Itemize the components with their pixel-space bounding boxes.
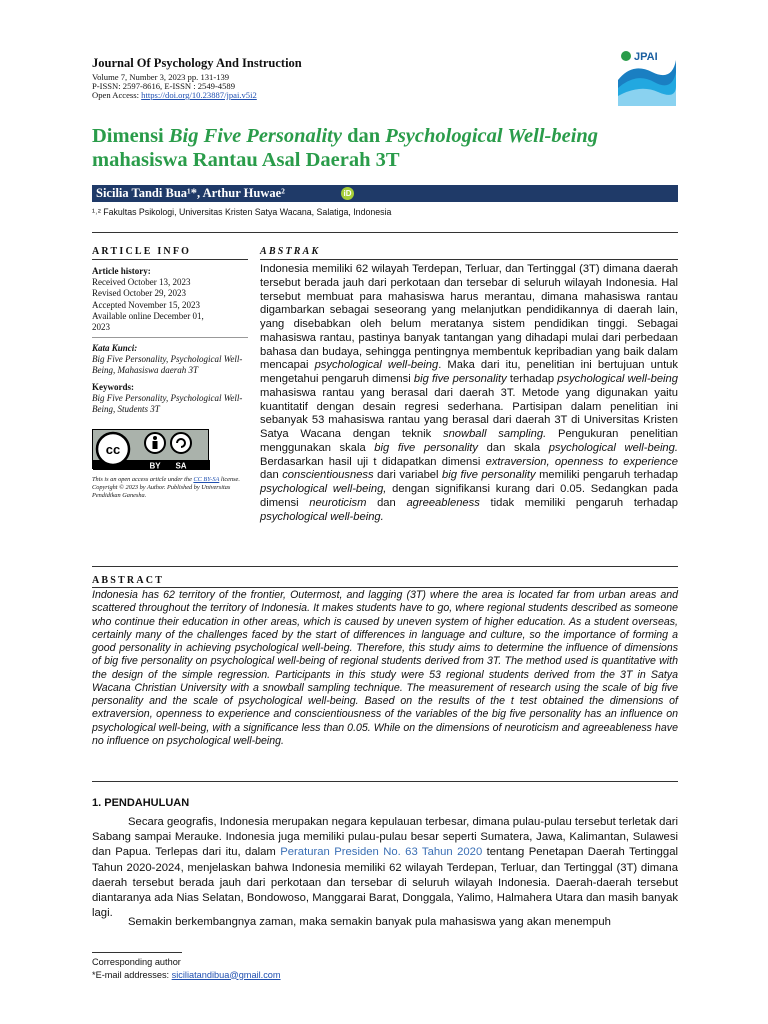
footnote-rule: [92, 952, 182, 953]
abstrak-text: dan: [260, 469, 283, 482]
title-part: dan: [341, 125, 386, 147]
history-item: Received October 13, 2023: [92, 277, 191, 288]
kata-kunci-text: Big Five Personality, Psychological Well-Being, Mahasiswa daerah 3T: [92, 354, 243, 376]
svg-text:cc: cc: [105, 442, 121, 457]
section-heading-pendahuluan: 1. PENDAHULUAN: [92, 797, 190, 809]
abstrak-italic: agreeableness: [406, 496, 480, 509]
abstrak-text: Indonesia memiliki 62 wilayah Terdepan, Terluar, dan Tertinggal (3T) dimana daerah tersebut berada jauh dari perkotaan dan tersebar di seluruh wilayah Indonesia. Hal tersebut membuat para mahasiswa harus merantau, dimana mahasiswa rantau digambarkan sebagai seseorang yang melanjutkan pendidikannya di daerah lain, yang disebabkan oleh belum meratanya sistem pendidikan tinggi. Sebagai mahasiswa rantau, pastinya banyak tantangan yang dihadapi mulai dari perbedaan bahasa dan budaya, sehingga pentingnya membentuk kepribadian yang baik dalam mencapai: [260, 263, 678, 372]
paragraph-text: tentang Penetapan Daerah Tertinggal Tahun 2020-2024, menjelaskan bahwa Indonesia memiliki 62 wilayah Terdepan, Terluar, dan Tertinggal (3T) dimana daerah tersebut berada jauh dari perkotaan dan tersebar di seluruh wilayah Indonesia. Daerah-daerah tersebut diantaranya ada Nias Selatan, Bondowoso, Manggarai Barat, Donggala, Yalimo, Halmahera Utara dan masih banyak lagi.: [92, 846, 678, 920]
info-underline: [92, 259, 248, 260]
abstract-heading: ABSTRACT: [92, 575, 165, 586]
cc-by-label: BY: [149, 461, 161, 470]
paragraph-1: [92, 815, 678, 921]
title-part: Big Five Personality: [168, 125, 342, 147]
abstrak-text: Berdasarkan hasil uji t didapatkan dimensi: [260, 455, 486, 468]
divider: [92, 781, 678, 782]
abstract-underline: [92, 587, 678, 588]
journal-title: Journal Of Psychology And Instruction: [92, 56, 302, 70]
abstrak-italic: big five personality: [442, 469, 536, 482]
kata-kunci-label: Kata Kunci:: [92, 343, 138, 353]
abstrak-text: dan skala: [478, 441, 549, 454]
journal-logo: [612, 42, 678, 108]
abstrak-underline: [260, 259, 678, 260]
open-access-label: Open Access:: [92, 90, 142, 100]
abstrak-italic: big five personality: [374, 441, 479, 454]
license-post: license.: [219, 476, 240, 483]
abstract-body: Indonesia has 62 territory of the frontier, Outermost, and lagging (3T) where the area is located far from urban areas and scattered throughout the territory of Indonesia. It makes students have to go, where regional students described as someone who continue their education in other areas, which is caused by uneven system of higher education. As a student overseas, certainly many of the challenges faced by the start of differences in language and culture, so the importance of forming a good personality in achieving psychological well-being. Therefore, this study aims to determine the influence of dimensions of big five personality on psychological well-being of regional students derived from 3T. The method used is quantitative with the design of the simple regression. Participants in this study were 53 regional students derived from the 3T in Satya Wacana Christian University with a snowball sampling technique. The measurement of research using the scale of big five personality and the scale of psychological well-being. Based on the results of the t test obtained the dimensions of extraversion, openness to experience and conscientiousness of the variables of the big five personality has an influence on psychological well-being, with a significance less than 0.05. While on the dimensions of neuroticism and agreeableness have no influence on psychological well-being.: [92, 589, 678, 747]
author-names: Sicilia Tandi Bua¹*, Arthur Huwae²: [96, 186, 285, 200]
abstrak-text: dari variabel: [373, 469, 443, 482]
abstrak-text: memiliki pengaruh terhadap: [535, 469, 678, 482]
abstrak-italic: big five personality: [413, 373, 507, 385]
info-divider: [92, 337, 248, 338]
title-part: Psychological Well-being: [385, 125, 599, 147]
abstrak-body: [260, 263, 678, 524]
cc-badge-graphic: [93, 430, 210, 470]
sa-icon: [171, 433, 191, 453]
history-item: Accepted November 15, 2023: [92, 299, 200, 310]
license-pre: This is an open access article under the: [92, 476, 194, 483]
license-link[interactable]: CC BY-SA: [193, 476, 220, 483]
email-label: *E-mail addresses:: [92, 969, 172, 980]
issn-line: P-ISSN: 2597-8616, E-ISSN : 2549-4589: [92, 81, 235, 91]
logo-text: JPAI: [634, 51, 658, 63]
abstrak-heading: ABSTRAK: [260, 246, 321, 257]
abstrak-text: dengan signifikansi kurang dari 0.05. Sedangkan pada dimensi: [260, 483, 678, 509]
abstrak-italic: psychological well-being: [314, 359, 439, 372]
title-part: Dimensi: [92, 125, 169, 147]
history-item: Available online December 01,: [92, 310, 204, 321]
orcid-icon[interactable]: iD: [341, 187, 354, 200]
history-label: Article history:: [92, 266, 151, 276]
abstrak-italic: neuroticism: [309, 496, 367, 509]
abstrak-italic: extraversion, openness to experience: [485, 455, 678, 468]
abstrak-italic: psychological well-being,: [260, 483, 387, 495]
abstrak-text: mahasiswa rantau yang berasal dari daerah 3T. Metode yang digunakan yaitu kuantitatif dengan desain regresi sederhana. Partisipan dalam penelitian ini sebanyak 53 mahasiswa rantau yang berasal dari daerah 3T di Universitas Kristen Satya Wacana dengan teknik: [260, 386, 678, 440]
keywords: [92, 382, 248, 416]
license-text: [92, 476, 242, 501]
copyright-text: Copyright © 2023 by Author. Published by Universitas Pendidikan Ganesha.: [92, 484, 231, 500]
author-email-link[interactable]: siciliatandibua@gmail.com: [171, 969, 281, 980]
paragraph-text: Secara geografis, Indonesia merupakan negara kepulauan terbesar, dimana pulau-pulau tersebut terletak dari Sabang sampai Merauke. Indonesia juga memiliki pulau-pulau besar seperti Sumatera, Jawa, Kalimantan, Sulawesi dan Papua. Terlepas dari itu, dalam: [92, 816, 678, 859]
abstrak-text: tidak memiliki pengaruh terhadap: [479, 496, 678, 509]
volume-line: Volume 7, Number 3, 2023 pp. 131-139: [92, 72, 230, 82]
article-info-heading: ARTICLE INFO: [92, 246, 192, 257]
abstrak-text: dan: [366, 496, 407, 509]
title-part: mahasiswa Rantau Asal Daerah 3T: [92, 149, 400, 171]
keywords-label: Keywords:: [92, 382, 134, 392]
abstrak-italic: psychological well-being.: [548, 441, 678, 454]
paragraph-2: Semakin berkembangnya zaman, maka semakin banyak pula mahasiswa yang akan menempuh: [128, 916, 611, 928]
article-history: [92, 266, 252, 333]
affiliation: ¹˒² Fakultas Psikologi, Universitas Kristen Satya Wacana, Salatiga, Indonesia: [92, 207, 392, 217]
abstrak-italic: snowball sampling.: [442, 428, 547, 440]
abstrak-italic: psychological well-being.: [260, 510, 384, 523]
journal-logo-graphic: [612, 42, 678, 108]
abstrak-italic: psychological well-being: [557, 373, 678, 385]
abstrak-text: Pengukuran penelitian menggunakan skala: [260, 428, 679, 454]
footnote-label: Corresponding author: [92, 957, 181, 967]
doi-link[interactable]: https://doi.org/10.23887/jpai.v5i2: [141, 90, 257, 100]
keywords-text: Big Five Personality, Psychological Well-Being, Students 3T: [92, 393, 243, 415]
cc-sa-label: SA: [175, 461, 187, 470]
abstrak-italic: conscientiousness: [282, 469, 374, 482]
open-access-line: [92, 90, 257, 100]
citation-link[interactable]: Peraturan Presiden No. 63 Tahun 2020: [280, 846, 483, 859]
cc-by-sa-badge[interactable]: [92, 429, 209, 469]
footnote: [92, 956, 281, 981]
paper-title: [92, 124, 692, 172]
abstrak-text: terhadap: [506, 373, 558, 385]
divider: [92, 232, 678, 233]
history-item: 2023: [92, 322, 110, 333]
abstrak-text: . Maka dari itu, penelitian ini bertujuan untuk mengetahui pengaruh dimensi: [260, 359, 678, 385]
history-item: Revised October 29, 2023: [92, 288, 186, 299]
divider: [92, 566, 678, 567]
kata-kunci: [92, 343, 248, 377]
